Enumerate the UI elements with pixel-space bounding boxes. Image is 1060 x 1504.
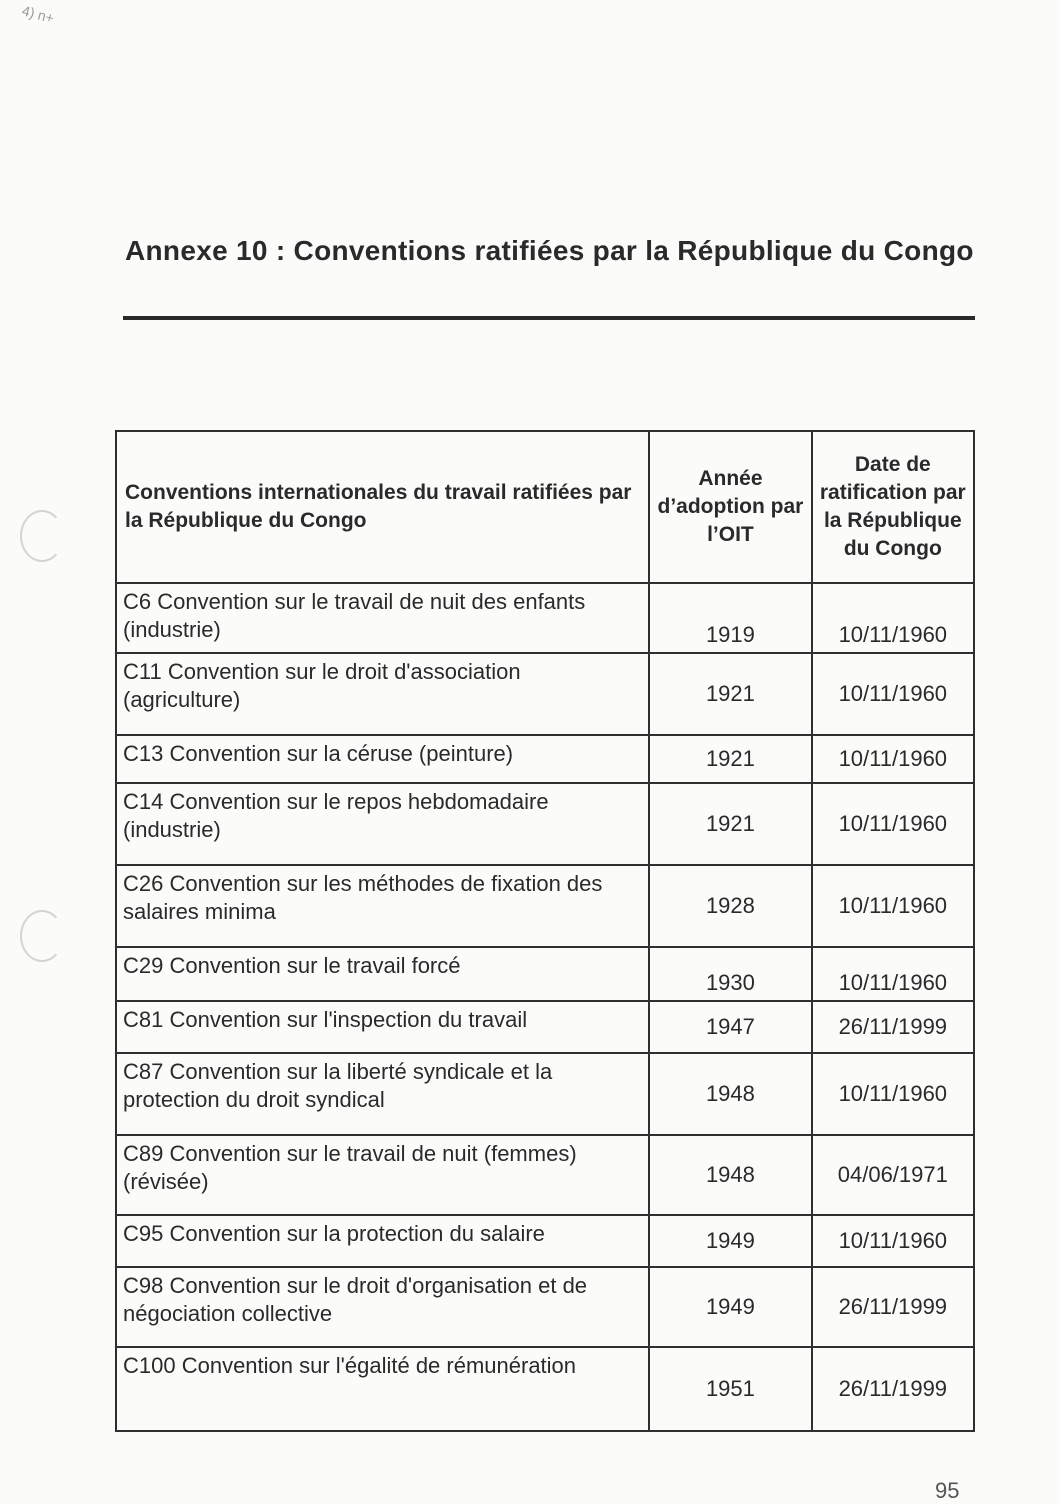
ratification-date: 10/11/1960 [812,653,974,735]
ratification-date: 26/11/1999 [812,1347,974,1431]
convention-name: C98 Convention sur le droit d'organisation et de négociation collective [116,1267,649,1347]
convention-name: C6 Convention sur le travail de nuit des enfants (industrie) [116,583,649,653]
convention-name: C87 Convention sur la liberté syndicale et la protection du droit syndical [116,1053,649,1135]
convention-name: C11 Convention sur le droit d'association (agriculture) [116,653,649,735]
ratification-date: 10/11/1960 [812,735,974,783]
punch-hole-top [20,510,64,562]
ratification-date: 04/06/1971 [812,1135,974,1215]
adoption-year: 1921 [649,735,811,783]
header-ratification-date: Date de ratification par la République du Congo [812,431,974,583]
header-conventions: Conventions internationales du travail ratifiées par la République du Congo [116,431,649,583]
table-row [116,735,974,783]
adoption-year: 1928 [649,865,811,947]
table-row [116,1215,974,1267]
ratification-date: 26/11/1999 [812,1267,974,1347]
table-row [116,1135,974,1215]
adoption-year: 1949 [649,1267,811,1347]
adoption-year: 1947 [649,1001,811,1053]
conventions-table [115,430,975,1432]
ratification-date: 10/11/1960 [812,583,974,653]
table-row [116,1053,974,1135]
convention-name: C95 Convention sur la protection du salaire [116,1215,649,1267]
table-row [116,1001,974,1053]
adoption-year: 1930 [649,947,811,1001]
title-underline [123,316,975,320]
ratification-date: 10/11/1960 [812,1215,974,1267]
header-adoption-year: Année d’adoption par l’OIT [649,431,811,583]
ratification-date: 10/11/1960 [812,1053,974,1135]
table-row [116,865,974,947]
convention-name: C13 Convention sur la céruse (peinture) [116,735,649,783]
annex-title: Annexe 10 : Conventions ratifiées par la République du Congo [125,235,974,266]
adoption-year: 1949 [649,1215,811,1267]
adoption-year: 1951 [649,1347,811,1431]
convention-name: C100 Convention sur l'égalité de rémunération [116,1347,649,1431]
convention-name: C81 Convention sur l'inspection du travail [116,1001,649,1053]
punch-hole-bottom [20,910,64,962]
table-row [116,1347,974,1431]
table-row [116,947,974,1001]
convention-name: C89 Convention sur le travail de nuit (femmes) (révisée) [116,1135,649,1215]
table-row [116,1267,974,1347]
table-row [116,583,974,653]
table-row [116,653,974,735]
adoption-year: 1921 [649,783,811,865]
adoption-year: 1948 [649,1053,811,1135]
convention-name: C29 Convention sur le travail forcé [116,947,649,1001]
ratification-date: 10/11/1960 [812,865,974,947]
page-number: 95 [935,1478,960,1503]
corner-handwritten-mark: 4) n+ [20,2,56,27]
adoption-year: 1919 [649,583,811,653]
adoption-year: 1921 [649,653,811,735]
table-header-row [116,431,974,583]
adoption-year: 1948 [649,1135,811,1215]
convention-name: C26 Convention sur les méthodes de fixation des salaires minima [116,865,649,947]
table-row [116,783,974,865]
convention-name: C14 Convention sur le repos hebdomadaire (industrie) [116,783,649,865]
ratification-date: 26/11/1999 [812,1001,974,1053]
ratification-date: 10/11/1960 [812,947,974,1001]
ratification-date: 10/11/1960 [812,783,974,865]
